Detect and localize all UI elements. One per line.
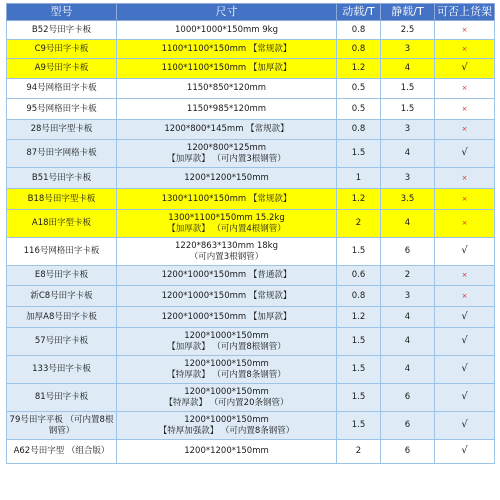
size-line: 1150*985*120mm xyxy=(186,103,267,114)
cell-static-load: 3.5 xyxy=(381,189,435,210)
table-row xyxy=(7,266,495,286)
check-mark-icon: √ xyxy=(461,363,468,375)
check-mark-icon: √ xyxy=(461,310,468,322)
size-line: 1100*1100*150mm 【常规款】 xyxy=(161,43,292,54)
size-line: 1300*1100*150mm 【常规款】 xyxy=(161,193,292,204)
cell-model: A18田字型卡板 xyxy=(7,210,117,238)
cell-static-load: 3 xyxy=(381,40,435,59)
cell-size xyxy=(117,238,337,266)
cell-dynamic-load: 1.5 xyxy=(337,328,381,356)
size-line: 1200*1000*150mm xyxy=(184,331,269,341)
cell-shelf-capable xyxy=(435,356,495,384)
cell-size xyxy=(117,412,337,440)
cell-dynamic-load: 1.2 xyxy=(337,189,381,210)
cell-dynamic-load: 2 xyxy=(337,440,381,464)
table-row xyxy=(7,356,495,384)
cell-model: C9号田字卡板 xyxy=(7,40,117,59)
cell-dynamic-load: 1.5 xyxy=(337,412,381,440)
table-row xyxy=(7,189,495,210)
cell-static-load: 4 xyxy=(381,307,435,328)
table-row xyxy=(7,59,495,79)
size-line: 1200*1000*150mm 【加厚款】 xyxy=(161,311,292,322)
cell-shelf-capable xyxy=(435,40,495,59)
cell-dynamic-load: 0.6 xyxy=(337,266,381,286)
size-line: 【加厚款】 （可内置4根钢管） xyxy=(167,223,286,234)
table-row xyxy=(7,328,495,356)
cell-model: 28号田字型卡板 xyxy=(7,120,117,140)
cell-model: 79号田字平板 （可内置8根钢管） xyxy=(7,412,117,440)
size-line: 1200*1000*150mm 【普通款】 xyxy=(161,270,292,281)
cell-size xyxy=(117,210,337,238)
cell-dynamic-load: 0.5 xyxy=(337,99,381,120)
size-line: 1200*1200*150mm xyxy=(184,172,269,183)
cell-model: B52号田字卡板 xyxy=(7,21,117,40)
cross-mark-icon: × xyxy=(461,219,468,228)
cell-model: B18号田字型卡板 xyxy=(7,189,117,210)
cell-size xyxy=(117,356,337,384)
cell-size xyxy=(117,189,337,210)
header-model: 型号 xyxy=(7,4,117,21)
cell-model: A9号田字卡板 xyxy=(7,59,117,79)
size-line: 1220*863*130mm 18kg xyxy=(175,241,278,251)
cell-shelf-capable xyxy=(435,120,495,140)
header-dynamic-load: 动载/T xyxy=(337,4,381,21)
cell-static-load: 4 xyxy=(381,59,435,79)
cell-model: 81号田字卡板 xyxy=(7,384,117,412)
cell-dynamic-load: 0.8 xyxy=(337,40,381,59)
size-line: 【特厚款】 （可内置8条钢管） xyxy=(167,369,286,380)
cell-shelf-capable xyxy=(435,238,495,266)
cell-shelf-capable xyxy=(435,412,495,440)
cell-static-load: 4 xyxy=(381,210,435,238)
cell-static-load: 2.5 xyxy=(381,21,435,40)
size-line: 【加厚款】 （可内置8根钢管） xyxy=(167,341,286,352)
size-line: 1200*800*125mm xyxy=(186,143,267,153)
cell-size xyxy=(117,79,337,99)
cell-size xyxy=(117,99,337,120)
cell-dynamic-load: 0.8 xyxy=(337,21,381,40)
size-line: 1000*1000*150mm 9kg xyxy=(175,24,278,35)
table-body xyxy=(7,21,495,464)
cell-shelf-capable xyxy=(435,189,495,210)
table-row xyxy=(7,168,495,189)
cell-model: 95号网格田字卡板 xyxy=(7,99,117,120)
check-mark-icon: √ xyxy=(461,147,468,159)
table-row xyxy=(7,79,495,99)
cell-dynamic-load: 0.8 xyxy=(337,286,381,307)
size-line: 1150*850*120mm xyxy=(186,83,267,94)
cell-dynamic-load: 0.5 xyxy=(337,79,381,99)
cell-static-load: 6 xyxy=(381,440,435,464)
cell-size xyxy=(117,266,337,286)
cross-mark-icon: × xyxy=(461,125,468,134)
table-row xyxy=(7,307,495,328)
size-line: 【特厚款】 （可内置20条钢管） xyxy=(164,397,289,408)
table-header-row xyxy=(7,4,495,21)
cell-dynamic-load: 1.2 xyxy=(337,59,381,79)
cell-shelf-capable xyxy=(435,99,495,120)
size-line: 1200*1200*150mm xyxy=(184,446,269,457)
cell-shelf-capable xyxy=(435,328,495,356)
cross-mark-icon: × xyxy=(461,271,468,280)
check-mark-icon: √ xyxy=(461,62,468,74)
header-shelf-capable: 可否上货架 xyxy=(435,4,495,21)
table-row xyxy=(7,286,495,307)
cross-mark-icon: × xyxy=(461,104,468,113)
cell-size xyxy=(117,120,337,140)
cell-shelf-capable xyxy=(435,21,495,40)
cell-shelf-capable xyxy=(435,266,495,286)
cell-model: 87号田字网格卡板 xyxy=(7,140,117,168)
cross-mark-icon: × xyxy=(461,84,468,93)
size-line: 1200*800*145mm 【常规款】 xyxy=(164,124,289,135)
cell-size xyxy=(117,440,337,464)
table-row xyxy=(7,412,495,440)
cell-dynamic-load: 1.2 xyxy=(337,307,381,328)
cell-size xyxy=(117,384,337,412)
cell-model: 116号网格田字卡板 xyxy=(7,238,117,266)
table-row xyxy=(7,210,495,238)
cell-static-load: 6 xyxy=(381,238,435,266)
cross-mark-icon: × xyxy=(461,44,468,53)
cell-dynamic-load: 1 xyxy=(337,168,381,189)
table-row xyxy=(7,21,495,40)
cell-static-load: 3 xyxy=(381,168,435,189)
cell-size xyxy=(117,286,337,307)
size-line: 1300*1100*150mm 15.2kg xyxy=(168,213,285,223)
table-row xyxy=(7,40,495,59)
cell-shelf-capable xyxy=(435,79,495,99)
cell-shelf-capable xyxy=(435,168,495,189)
cell-dynamic-load: 1.5 xyxy=(337,384,381,412)
cross-mark-icon: × xyxy=(461,194,468,203)
cross-mark-icon: × xyxy=(461,291,468,300)
cell-model: 57号田字卡板 xyxy=(7,328,117,356)
size-line: 【特厚加强款】 （可内置8条钢管） xyxy=(158,425,295,436)
cell-model: 133号田字卡板 xyxy=(7,356,117,384)
cell-model: E8号田字卡板 xyxy=(7,266,117,286)
size-line: 1200*1000*150mm xyxy=(184,415,269,425)
check-mark-icon: √ xyxy=(461,245,468,257)
cell-static-load: 3 xyxy=(381,120,435,140)
cell-shelf-capable xyxy=(435,286,495,307)
cell-shelf-capable xyxy=(435,440,495,464)
cell-dynamic-load: 0.8 xyxy=(337,120,381,140)
check-mark-icon: √ xyxy=(461,419,468,431)
size-line: （可内置3根钢管） xyxy=(189,251,264,262)
cell-size xyxy=(117,307,337,328)
header-size: 尺寸 xyxy=(117,4,337,21)
size-line: 1200*1000*150mm xyxy=(184,359,269,369)
size-line: 1200*1000*150mm xyxy=(184,387,269,397)
cell-static-load: 6 xyxy=(381,412,435,440)
cell-size xyxy=(117,21,337,40)
cell-shelf-capable xyxy=(435,59,495,79)
cell-dynamic-load: 2 xyxy=(337,210,381,238)
cell-static-load: 2 xyxy=(381,266,435,286)
table-row xyxy=(7,140,495,168)
check-mark-icon: √ xyxy=(461,391,468,403)
cross-mark-icon: × xyxy=(461,25,468,34)
size-line: 【加厚款】 （可内置3根钢管） xyxy=(167,153,286,164)
cell-shelf-capable xyxy=(435,307,495,328)
cell-static-load: 4 xyxy=(381,140,435,168)
cell-shelf-capable xyxy=(435,210,495,238)
cell-dynamic-load: 1.5 xyxy=(337,238,381,266)
check-mark-icon: √ xyxy=(461,445,468,457)
cell-size xyxy=(117,59,337,79)
cell-shelf-capable xyxy=(435,140,495,168)
cell-shelf-capable xyxy=(435,384,495,412)
cell-size xyxy=(117,328,337,356)
cell-static-load: 4 xyxy=(381,356,435,384)
cell-dynamic-load: 1.5 xyxy=(337,140,381,168)
cross-mark-icon: × xyxy=(461,173,468,182)
header-static-load: 静载/T xyxy=(381,4,435,21)
table-row xyxy=(7,384,495,412)
cell-model: A62号田字型 （组合版） xyxy=(7,440,117,464)
cell-model: 94号网格田字卡板 xyxy=(7,79,117,99)
table-row xyxy=(7,120,495,140)
cell-static-load: 1.5 xyxy=(381,79,435,99)
table-row xyxy=(7,440,495,464)
size-line: 1200*1000*150mm 【常规款】 xyxy=(161,290,292,301)
cell-model: B51号田字卡板 xyxy=(7,168,117,189)
size-line: 1100*1100*150mm 【加厚款】 xyxy=(161,63,292,74)
cell-model: 加厚A8号田字卡板 xyxy=(7,307,117,328)
cell-dynamic-load: 1.5 xyxy=(337,356,381,384)
pallet-spec-table-container xyxy=(6,3,494,464)
cell-static-load: 1.5 xyxy=(381,99,435,120)
cell-model: 新C8号田字卡板 xyxy=(7,286,117,307)
cell-static-load: 6 xyxy=(381,384,435,412)
cell-size xyxy=(117,168,337,189)
check-mark-icon: √ xyxy=(461,335,468,347)
cell-size xyxy=(117,40,337,59)
table-row xyxy=(7,99,495,120)
cell-static-load: 4 xyxy=(381,328,435,356)
cell-size xyxy=(117,140,337,168)
pallet-spec-table xyxy=(6,3,495,464)
table-row xyxy=(7,238,495,266)
cell-static-load: 3 xyxy=(381,286,435,307)
